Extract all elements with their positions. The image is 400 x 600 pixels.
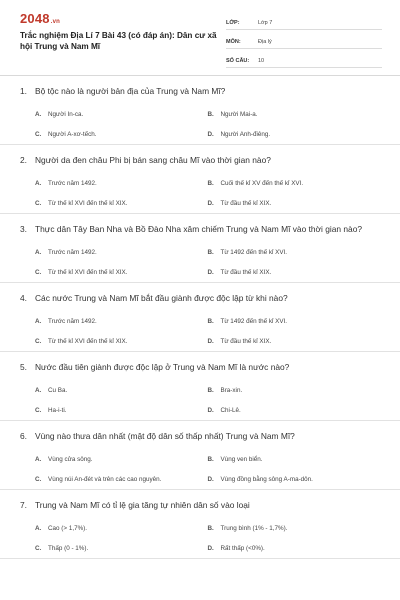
logo-text: 2048 (20, 11, 50, 26)
answer-option[interactable] (35, 173, 208, 193)
answer-option[interactable] (208, 469, 381, 489)
option-letter: D. (207, 130, 214, 138)
answer-option[interactable] (35, 538, 208, 558)
option-text: Cuối thế kỉ XV đến thế kỉ XVI. (220, 179, 304, 187)
option-text: Vùng ven biển. (220, 455, 263, 463)
question-text: Vùng nào thưa dân nhất (mật độ dân số thấp nhất) Trung và Nam Mĩ? (35, 431, 295, 441)
answer-options (20, 518, 380, 558)
answer-options (20, 173, 380, 213)
option-letter: C. (35, 199, 42, 207)
option-text: Từ thế kỉ XVI đến thế kỉ XIX. (48, 268, 128, 276)
page-title: Trắc nghiệm Địa Lí 7 Bài 43 (có đáp án): Dân cư xã hội Trung và Nam Mĩ (20, 31, 217, 51)
option-letter: D. (207, 406, 214, 414)
answer-option[interactable] (35, 242, 208, 262)
option-letter: C. (35, 337, 42, 345)
option-letter: B. (207, 386, 214, 394)
option-letter: D. (207, 475, 214, 483)
option-letter: D. (207, 544, 214, 552)
meta-row-subject (226, 33, 382, 49)
answer-options (20, 242, 380, 282)
answer-option[interactable] (35, 331, 208, 351)
option-text: Người Mai-a. (220, 110, 258, 118)
option-letter: A. (35, 179, 42, 187)
option-letter: A. (35, 455, 42, 463)
answer-option[interactable] (208, 124, 381, 144)
meta-row-grade (226, 14, 382, 30)
answer-options (20, 311, 380, 351)
option-text: Cu Ba. (48, 386, 68, 394)
option-text: Ha-i-ti. (48, 406, 67, 414)
option-letter: A. (35, 110, 42, 118)
answer-option[interactable] (208, 518, 381, 538)
question-number: 7. (20, 500, 27, 510)
option-text: Từ đầu thế kỉ XIX. (220, 268, 272, 276)
option-letter: C. (35, 268, 42, 276)
option-letter: D. (207, 337, 214, 345)
answer-option[interactable] (208, 538, 381, 558)
question-text: Trung và Nam Mĩ có tỉ lệ gia tăng tự nhiên dân số vào loại (35, 500, 250, 510)
option-letter: A. (35, 248, 42, 256)
logo-suffix: .vn (50, 19, 61, 25)
question-number: 1. (20, 86, 27, 96)
option-text: Từ 1492 đến thế kỉ XVI. (220, 317, 288, 325)
answer-option[interactable] (35, 124, 208, 144)
option-letter: C. (35, 544, 42, 552)
answer-option[interactable] (35, 400, 208, 420)
meta-label: LỚP: (226, 20, 240, 26)
option-text: Từ thế kỉ XVI đến thế kỉ XIX. (48, 337, 128, 345)
answer-option[interactable] (35, 193, 208, 213)
answer-option[interactable] (35, 104, 208, 124)
question-block (0, 214, 400, 283)
question-block (0, 145, 400, 214)
answer-option[interactable] (208, 380, 381, 400)
answer-option[interactable] (35, 380, 208, 400)
option-text: Trước năm 1492. (48, 179, 97, 187)
option-letter: B. (207, 455, 214, 463)
option-text: Bra-xin. (220, 386, 243, 394)
question-block (0, 76, 400, 145)
question-list (0, 76, 400, 559)
answer-option[interactable] (208, 104, 381, 124)
question-header (20, 292, 380, 305)
option-text: Vùng cửa sông. (48, 455, 93, 463)
option-letter: A. (35, 317, 42, 325)
meta-value: 10 (258, 58, 265, 64)
answer-options (20, 380, 380, 420)
option-text: Rất thấp (<0%). (220, 544, 265, 552)
option-text: Trước năm 1492. (48, 317, 97, 325)
answer-option[interactable] (208, 449, 381, 469)
answer-options (20, 104, 380, 144)
option-text: Trước năm 1492. (48, 248, 97, 256)
option-letter: B. (207, 248, 214, 256)
option-letter: B. (207, 524, 214, 532)
option-text: Chi-Lê. (220, 406, 241, 414)
answer-option[interactable] (35, 311, 208, 331)
answer-options (20, 449, 380, 489)
option-letter: B. (207, 317, 214, 325)
answer-option[interactable] (208, 173, 381, 193)
option-letter: C. (35, 130, 42, 138)
question-block (0, 421, 400, 490)
option-letter: A. (35, 524, 42, 532)
option-text: Thấp (0 - 1%). (48, 544, 89, 552)
question-header (20, 154, 380, 167)
question-number: 3. (20, 224, 27, 234)
question-header (20, 85, 380, 98)
meta-label: MÔN: (226, 39, 241, 45)
meta-value: Địa lý (258, 39, 272, 45)
answer-option[interactable] (35, 262, 208, 282)
option-letter: C. (35, 406, 42, 414)
option-letter: D. (207, 199, 214, 207)
option-letter: D. (207, 268, 214, 276)
question-block (0, 283, 400, 352)
question-text: Nước đầu tiên giành được độc lập ở Trung và Nam Mĩ là nước nào? (35, 362, 290, 372)
option-text: Cao (> 1,7%). (48, 524, 88, 532)
option-letter: B. (207, 110, 214, 118)
answer-option[interactable] (208, 242, 381, 262)
option-text: Trung bình (1% - 1,7%). (220, 524, 288, 532)
option-text: Từ thế kỉ XVI đến thế kỉ XIX. (48, 199, 128, 207)
answer-option[interactable] (35, 469, 208, 489)
question-text: Người da đen châu Phi bị bán sang châu Mĩ vào thời gian nào? (35, 155, 271, 165)
answer-option[interactable] (208, 331, 381, 351)
option-text: Từ 1492 đến thế kỉ XVI. (220, 248, 288, 256)
answer-option[interactable] (208, 193, 381, 213)
question-text: Các nước Trung và Nam Mĩ bắt đầu giành được độc lập từ khi nào? (35, 293, 288, 303)
option-letter: C. (35, 475, 42, 483)
answer-option[interactable] (35, 518, 208, 538)
option-letter: A. (35, 386, 42, 394)
answer-option[interactable] (35, 449, 208, 469)
question-text: Bộ tộc nào là người bản địa của Trung và Nam Mĩ? (35, 86, 226, 96)
page-header (0, 0, 400, 76)
option-text: Từ đầu thế kỉ XIX. (220, 337, 272, 345)
question-number: 6. (20, 431, 27, 441)
option-text: Vùng đồng bằng sông A-ma-dôn. (220, 475, 313, 483)
question-header (20, 499, 380, 512)
option-text: Người Anh-điêng. (220, 130, 271, 138)
question-text: Thực dân Tây Ban Nha và Bồ Đào Nha xâm chiếm Trung và Nam Mĩ vào thời gian nào? (35, 224, 363, 234)
answer-option[interactable] (208, 400, 381, 420)
option-text: Người A-xơ-tếch. (48, 130, 97, 138)
option-letter: B. (207, 179, 214, 187)
question-number: 5. (20, 362, 27, 372)
question-header (20, 223, 380, 236)
meta-label: SỐ CÂU: (226, 58, 250, 64)
question-header (20, 430, 380, 443)
site-logo[interactable] (20, 11, 60, 26)
question-block (0, 352, 400, 421)
option-text: Người In-ca. (48, 110, 84, 118)
option-text: Vùng núi An-đét và trên các cao nguyên. (48, 475, 162, 483)
meta-info (226, 14, 382, 71)
answer-option[interactable] (208, 262, 381, 282)
question-header (20, 361, 380, 374)
question-number: 2. (20, 155, 27, 165)
question-block (0, 490, 400, 559)
answer-option[interactable] (208, 311, 381, 331)
meta-row-question-count (226, 52, 382, 68)
question-number: 4. (20, 293, 27, 303)
meta-value: Lớp 7 (258, 20, 273, 26)
option-text: Từ đầu thế kỉ XIX. (220, 199, 272, 207)
